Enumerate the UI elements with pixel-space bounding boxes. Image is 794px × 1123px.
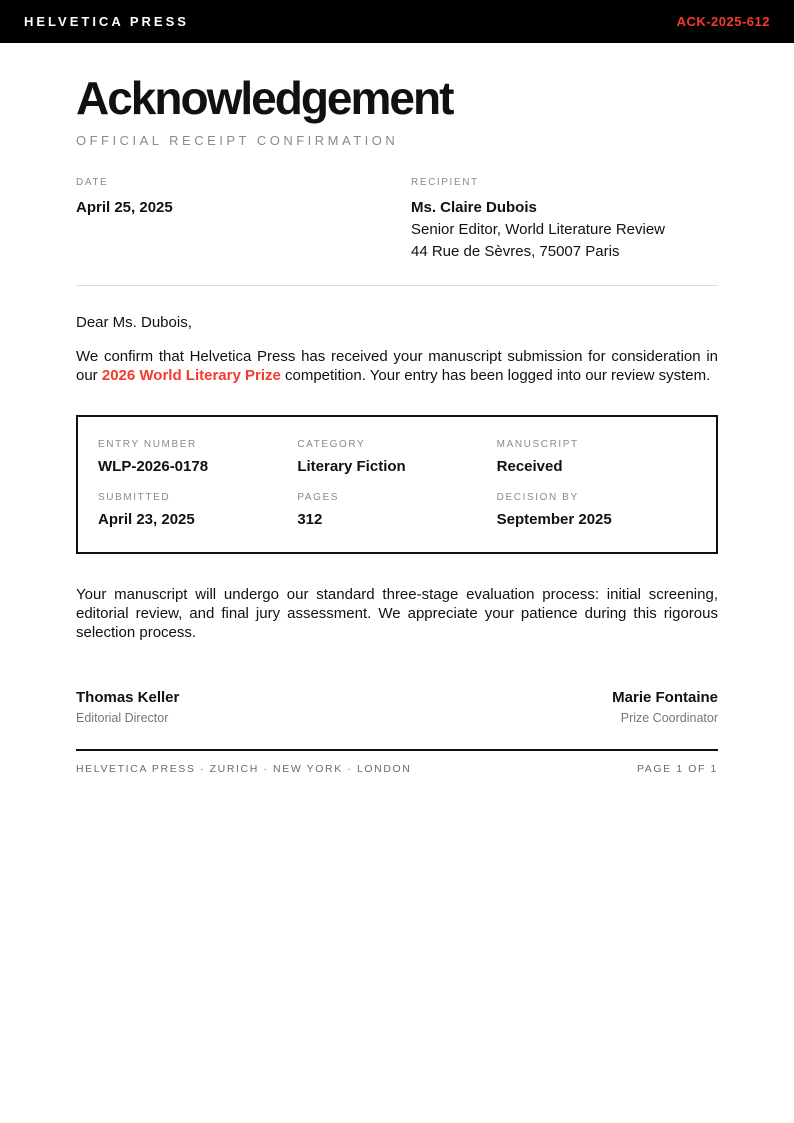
field-value: Received bbox=[496, 458, 563, 476]
signature-name: Marie Fontaine bbox=[612, 689, 718, 707]
field-value: September 2025 bbox=[496, 511, 612, 529]
recipient-name: Ms. Claire Dubois bbox=[411, 199, 537, 217]
field-label: ENTRY NUMBER bbox=[98, 439, 197, 451]
recipient-block bbox=[411, 177, 718, 263]
page-footer bbox=[76, 763, 718, 775]
recipient-address: 44 Rue de Sèvres, 75007 Paris bbox=[411, 243, 620, 261]
page-title: Acknowledgement bbox=[76, 72, 453, 124]
divider-thin bbox=[76, 285, 718, 286]
field-value: Literary Fiction bbox=[297, 458, 406, 476]
field-label: SUBMITTED bbox=[98, 492, 171, 504]
paragraph-confirmation bbox=[76, 347, 718, 385]
signature-prize-coordinator bbox=[612, 689, 718, 725]
footer-locations: HELVETICA PRESS · ZURICH · NEW YORK · LONDON bbox=[76, 763, 412, 776]
field-decision-by bbox=[497, 492, 696, 528]
signature-editorial-director bbox=[76, 689, 179, 725]
entry-details-box bbox=[76, 415, 718, 554]
document-subtitle: OFFICIAL RECEIPT CONFIRMATION bbox=[76, 133, 399, 149]
date-label: DATE bbox=[76, 177, 109, 189]
signatures-section bbox=[76, 689, 718, 725]
field-category bbox=[297, 439, 496, 475]
field-submitted bbox=[98, 492, 297, 528]
salutation: Dear Ms. Dubois, bbox=[76, 314, 192, 332]
recipient-role: Senior Editor, World Literature Review bbox=[411, 221, 666, 239]
date-block bbox=[76, 177, 411, 263]
field-value: April 23, 2025 bbox=[98, 511, 195, 529]
field-value: 312 bbox=[297, 511, 323, 529]
date-value: April 25, 2025 bbox=[76, 199, 173, 217]
field-label: DECISION BY bbox=[496, 492, 579, 504]
signature-name: Thomas Keller bbox=[76, 689, 180, 707]
signature-title: Editorial Director bbox=[76, 711, 169, 726]
field-label: MANUSCRIPT bbox=[496, 439, 579, 451]
meta-section bbox=[76, 177, 718, 263]
document-page bbox=[0, 74, 794, 775]
field-pages bbox=[297, 492, 496, 528]
document-number: ACK-2025-612 bbox=[676, 14, 770, 29]
field-value: WLP-2026-0178 bbox=[98, 458, 209, 476]
paragraph-process: Your manuscript will undergo our standard three-stage evaluation process: initial screening, editorial review, and final jury assessment. We appreciate your patience during this rigorous selection process. bbox=[76, 586, 718, 642]
field-label: PAGES bbox=[297, 492, 340, 504]
divider-thick bbox=[76, 749, 718, 751]
footer-page-number: PAGE 1 OF 1 bbox=[636, 763, 718, 776]
recipient-label: RECIPIENT bbox=[411, 177, 479, 189]
paragraph-text-after: competition. Your entry has been logged into our review system. bbox=[280, 367, 711, 385]
brand-name: HELVETICA PRESS bbox=[24, 14, 189, 29]
paragraph-text-before: We confirm that Helvetica Press has received your manuscript submission for consideration in our bbox=[76, 348, 718, 385]
prize-name-highlight: 2026 World Literary Prize bbox=[101, 367, 281, 385]
top-bar bbox=[0, 0, 794, 43]
field-label: CATEGORY bbox=[297, 439, 366, 451]
field-entry-number bbox=[98, 439, 297, 475]
field-manuscript-status bbox=[497, 439, 696, 475]
signature-title: Prize Coordinator bbox=[620, 711, 718, 726]
